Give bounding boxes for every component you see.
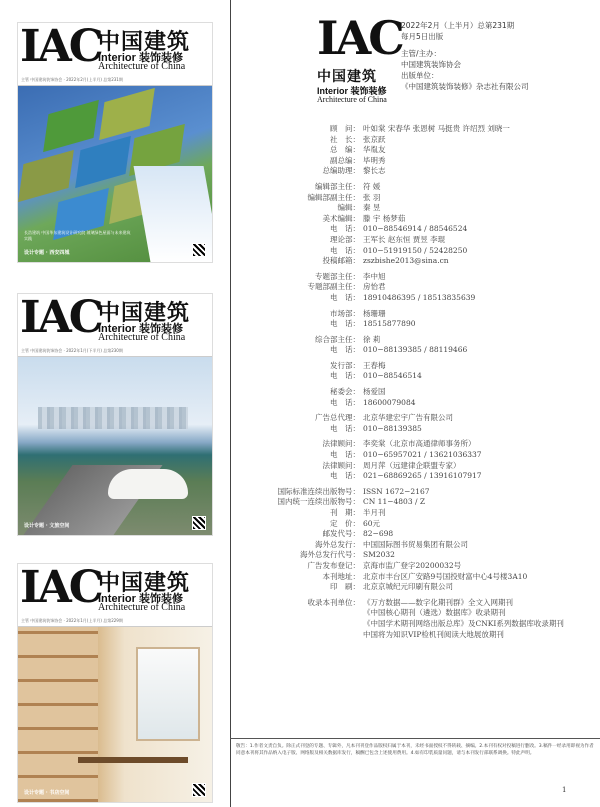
white-canopy-roof (108, 469, 188, 499)
roster-value: 北京华建宏宇广告有限公司 (363, 413, 453, 423)
cover-thumbnail-3[interactable] (17, 563, 213, 803)
roster-label: 邮发代号： (322, 529, 360, 539)
cover-feature: 设计专题 · 西安四城 (24, 250, 70, 256)
roster-value: 北京京城纪元印刷有限公司 (363, 582, 453, 592)
cover-photo (18, 357, 212, 535)
roster-value: 010−51919150 / 52428250 (363, 245, 468, 255)
cover-strip: 主管 中国建筑装饰协会 · 2022年1月(下半月) 总第230期 (18, 346, 212, 357)
issue-info (401, 20, 529, 92)
roster-label: 刊 期： (330, 508, 360, 517)
roster-value: 李中旭 (363, 271, 386, 281)
roster-row (270, 282, 564, 293)
roster-row (270, 572, 564, 583)
roster-value: 滕 宇 杨梦茹 (363, 213, 406, 223)
cover-logo-cn: 中国建筑 (98, 301, 191, 326)
roster-value: 中国将为知识VIP检机刊阅读大地展放期刊 (363, 629, 504, 639)
roster-row (270, 439, 564, 450)
roster-label: 电 话： (330, 319, 360, 329)
roster-value: 010−88139385 / 88119466 (363, 345, 468, 355)
wooden-bookshelf (18, 627, 98, 802)
cover-thumbnail-2[interactable] (17, 293, 213, 536)
roster-label: 总 编： (330, 145, 360, 155)
roster-row (270, 598, 564, 609)
roster-value: 王春梅 (363, 360, 386, 370)
roster-row (270, 246, 564, 257)
issue-frequency: 每月5日出版 (401, 32, 444, 41)
roster-value: 秦 昱 (363, 203, 381, 213)
roster-row (270, 540, 564, 551)
green-roof-tile (99, 88, 155, 140)
roster-row (270, 361, 564, 372)
roster-label: 法律顾问： (322, 439, 360, 449)
roster-label: 电 话： (330, 423, 360, 433)
roster-label: 国际标准连续出版物号： (277, 486, 360, 496)
roster-label: 专题部主任： (315, 271, 360, 281)
roster-label: 印 刷： (330, 582, 360, 592)
qr-code-icon (192, 243, 206, 257)
roster-row (270, 182, 564, 193)
sponsor-label: 主管/主办： (401, 49, 442, 58)
roster-label: 电 话： (330, 371, 360, 381)
roster-row (270, 135, 564, 146)
roster-value: 半月刊 (363, 508, 386, 517)
roster-label (270, 630, 363, 641)
roster-row (270, 166, 564, 177)
roster-row (270, 235, 564, 246)
roster-row (270, 561, 564, 572)
logo-cn: 中国建筑 (317, 69, 377, 85)
roster-value: 18600079084 (363, 397, 416, 407)
publisher-label: 出版单位： (401, 71, 439, 80)
roster-label (270, 608, 363, 619)
roster-value: 60元 (363, 518, 381, 528)
roster-value: 18515877890 (363, 319, 416, 329)
roster-value: 杨珊珊 (363, 308, 386, 318)
roster-value: 021−68869265 / 13916107917 (363, 471, 482, 481)
sponsor-name: 中国建筑装饰协会 (401, 60, 461, 69)
qr-code-icon (192, 516, 206, 530)
roster-value: 《中国核心期刊（遴选）数据库》收录期刊 (363, 608, 506, 618)
roster-value: 《万方数据——数字化期刊群》全文入网期刊 (363, 597, 513, 607)
roster-label: 编辑部副主任： (307, 192, 360, 202)
roster-label: 电 话： (330, 345, 360, 355)
roster-label: 顾 问： (330, 124, 360, 133)
logo-iac: IAC (317, 11, 402, 65)
publisher-name: 《中国建筑装饰装修》杂志社有限公司 (401, 82, 529, 91)
cover-masthead (18, 564, 212, 616)
roster-value: 黎长志 (363, 166, 386, 176)
table (78, 757, 188, 763)
cover-masthead (18, 294, 212, 346)
roster-value: 010−88139385 (363, 423, 422, 433)
cover-masthead (18, 23, 212, 75)
cover-caption: 长浩建筑 中国华东建筑设计研究院 玻璃绿色屋面与未来建筑实践 (24, 230, 131, 241)
green-roof-tile (43, 100, 99, 152)
roster-value: 18910486395 / 18513835639 (363, 292, 476, 302)
copyright-notice: 敬告：1.作者文责自负。除正式刊登的专题、专辑外，凡本刊刊登作品版权归属于本刊，未经书面授权不得转载、摘编。2.本刊有权对投稿进行删改。3.稿件一经录用即视为作者同意本刊将其作品纳入电子版、网络版及相关数据库发行，稿酬已包含上述使用费用。4.如有印装质量问题，请与本刊发行部联系调换。特此声明。 (236, 744, 594, 756)
roster-row (270, 582, 564, 593)
roster-value: 82−698 (363, 529, 394, 539)
cover-thumbnail-1[interactable] (17, 22, 213, 263)
roster-label: 美术编辑： (322, 213, 360, 223)
roster-row (270, 487, 564, 498)
roster-row (270, 256, 564, 267)
roster-value: 010−65957021 / 13621036337 (363, 450, 482, 460)
roster-row (270, 619, 564, 630)
roster-label: 电 话： (330, 245, 360, 255)
roster-row (270, 550, 564, 561)
roster-label: 收录本刊单位： (307, 597, 360, 607)
roster-row (270, 345, 564, 356)
issue-date: 2022年2月（上半月）总第231期 (401, 21, 515, 30)
roster-label: 电 话： (330, 471, 360, 481)
roster-value: 张京跃 (363, 134, 386, 144)
roster-value: zszbishe2013@sina.cn (363, 256, 449, 266)
roster-row (270, 272, 564, 283)
roster-row (270, 497, 564, 508)
logo-en2: Architecture of China (317, 95, 387, 104)
cover-logo-en2: Architecture of China (98, 61, 186, 72)
city-skyline (38, 407, 188, 429)
roster-label: 发行部： (330, 360, 360, 370)
roster-value: 010−88546514 (363, 371, 422, 381)
roster-label: 专题部副主任： (307, 282, 360, 292)
roster-label: 编辑部主任： (315, 181, 360, 191)
roster-row (270, 471, 564, 482)
roster-label: 总编助理： (322, 166, 360, 176)
roster-row (270, 124, 564, 135)
roster-value: 《中国学术期刊网络出版总库》及CNKI系列数据库收录期刊 (363, 618, 564, 628)
cover-logo-iac: IAC (20, 22, 101, 72)
roster-label: 海外总发行： (315, 539, 360, 549)
roster-label: 电 话： (330, 397, 360, 407)
roster-value: SM2032 (363, 550, 395, 560)
roster-value: 王军长 赵东恒 贾昱 李琨 (363, 234, 446, 244)
roster-value: 李奕棠（北京市高通律师事务所） (363, 439, 476, 449)
roster-value: 符 媛 (363, 181, 381, 191)
cover-strip: 主管 中国建筑装饰协会 · 2022年2月(上半月) 总第231期 (18, 75, 212, 86)
roster-label: 副总编： (330, 155, 360, 165)
roster-row (270, 461, 564, 472)
roster-label: 市场部： (330, 308, 360, 318)
roster-row (270, 309, 564, 320)
roster-value: 房怡君 (363, 282, 386, 292)
roster-value: 周月萍（远建律企联盟专家） (363, 460, 461, 470)
column-divider (230, 0, 231, 807)
roster-label: 电 话： (330, 292, 360, 302)
cover-logo-iac: IAC (20, 293, 101, 343)
roster-row (270, 450, 564, 461)
cover-logo-iac: IAC (20, 563, 101, 613)
roster-row (270, 214, 564, 225)
roster-label: 定 价： (330, 518, 360, 528)
roster-value: 北京市丰台区广安路9号国投财富中心4号楼3A10 (363, 571, 528, 581)
window (136, 647, 200, 741)
roster-label: 社 长： (330, 134, 360, 144)
roster-value: 张 羽 (363, 192, 381, 202)
roster-row (270, 203, 564, 214)
roster-label: 理论部： (330, 234, 360, 244)
roster-label: 电 话： (330, 224, 360, 234)
roster-value: 京海市监广登字20200032号 (363, 560, 462, 570)
green-roof-tile (18, 150, 74, 202)
qr-code-icon (192, 783, 206, 797)
roster-row (270, 529, 564, 540)
cover-logo-en2: Architecture of China (98, 602, 186, 613)
roster-value: 中国国际图书贸易集团有限公司 (363, 539, 468, 549)
roster-row (270, 145, 564, 156)
roster-row (270, 293, 564, 304)
glass-roof-tile (75, 136, 131, 188)
roster-value: 毕明秀 (363, 155, 386, 165)
cover-logo-en2: Architecture of China (98, 332, 186, 343)
roster-row (270, 398, 564, 409)
cover-photo (18, 627, 212, 802)
roster-label: 法律顾问： (322, 460, 360, 470)
roster-value: 华胤友 (363, 145, 386, 155)
cover-logo-en1: Interior 装饰装修 (98, 323, 183, 335)
page-number: 1 (562, 786, 567, 794)
cover-logo-cn: 中国建筑 (98, 571, 191, 596)
roster-label: 编辑： (337, 203, 360, 213)
masthead-logo (317, 11, 402, 110)
roster-row (270, 424, 564, 435)
footer-rule (230, 738, 600, 739)
roster-label: 电 话： (330, 450, 360, 460)
roster-value: 徐 莉 (363, 334, 381, 344)
roster-label: 广告发布登记： (307, 560, 360, 570)
roster-row (270, 519, 564, 530)
cover-feature: 设计专题 · 书店空间 (24, 790, 70, 796)
roster-label (270, 619, 363, 630)
roster-label: 海外总发行代号： (300, 550, 360, 560)
roster-row (270, 193, 564, 204)
roster-label: 投稿邮箱： (322, 256, 360, 266)
cover-photo (18, 86, 212, 262)
roster-label: 广告总代理： (315, 413, 360, 423)
logo-en1: Interior 装饰装修 (317, 86, 387, 96)
roster-label: 本刊地址： (322, 571, 360, 581)
roster-label: 秘委会： (330, 387, 360, 397)
cover-logo-cn: 中国建筑 (98, 30, 191, 55)
roster-row (270, 335, 564, 346)
cover-logo-en1: Interior 装饰装修 (98, 52, 183, 64)
cover-strip: 主管 中国建筑装饰协会 · 2022年1月(上半月) 总第229期 (18, 616, 212, 627)
roster-value: 杨爱国 (363, 387, 386, 397)
roster-row (270, 156, 564, 167)
roster-row (270, 387, 564, 398)
roster-label: 国内统一连续出版物号： (277, 497, 360, 507)
roster-row (270, 413, 564, 424)
roster-value: 叶如棠 宋春华 张恩树 马挺贵 许绍烈 刘晓一 (363, 124, 510, 133)
roster-value: ISSN 1672−2167 (363, 486, 430, 496)
roster-row (270, 608, 564, 619)
roster-row (270, 371, 564, 382)
roster-row (270, 508, 564, 519)
roster-label: 综合部主任： (315, 334, 360, 344)
roster-row (270, 319, 564, 330)
cover-feature: 设计专题 · 文旅空间 (24, 523, 70, 529)
roster-value: 010−88546914 / 88546524 (363, 224, 468, 234)
roster-row (270, 630, 564, 641)
cover-logo-en1: Interior 装饰装修 (98, 593, 183, 605)
roster-row (270, 224, 564, 235)
roster-value: CN 11−4803 / Z (363, 497, 426, 507)
masthead-roster (270, 124, 564, 640)
